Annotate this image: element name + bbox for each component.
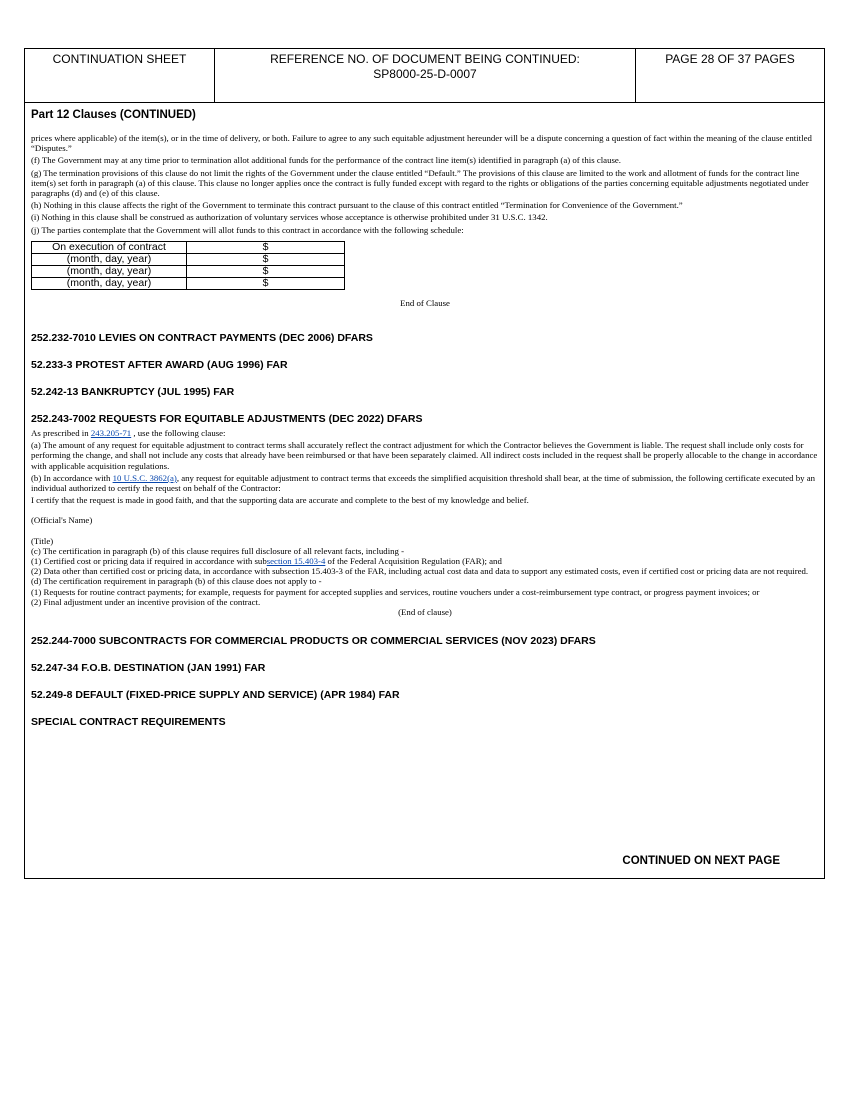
clause-heading-equitable-adjustments: 252.243-7002 REQUESTS FOR EQUITABLE ADJUSTMENTS (DEC 2022) DFARS	[31, 413, 423, 426]
text-span: , any request for equitable adjustment to contract terms that exceeds the simplified acquisition threshold shall bear, at the time of submission, the following certificate executed by an individual authorized to certify the request on behalf of the Contractor:	[31, 472, 816, 494]
dfars-243-205-71-link[interactable]: 243.205-71	[90, 428, 132, 439]
paragraph: (2) Final adjustment under an incentive provision of the contract.	[31, 596, 261, 607]
paragraph	[31, 473, 819, 493]
title-label: (Title)	[31, 535, 54, 546]
paragraph: I certify that the request is made in good faith, and that the supporting data are accurate and complete to the best of my knowledge and belief.	[31, 495, 529, 506]
continuation-sheet-page	[24, 48, 825, 879]
schedule-amount: $	[187, 265, 345, 277]
schedule-label: On execution of contract	[32, 241, 187, 253]
continued-on-next-page: CONTINUED ON NEXT PAGE	[622, 855, 780, 867]
text-span: , use the following clause:	[131, 428, 226, 439]
document-body	[31, 109, 819, 743]
clause-heading-default: 52.249-8 DEFAULT (FIXED-PRICE SUPPLY AND SERVICE) (APR 1984) FAR	[31, 689, 400, 702]
funding-clause-text	[31, 133, 819, 235]
text-span: (1) Certified cost or pricing data if required in accordance with sub	[31, 556, 267, 567]
paragraph: prices where applicable) of the item(s), or in the time of delivery, or both. Failure to agree to any such equitable adjustment hereunder will be a dispute concerning a question of fact within the meaning of the clause entitled “Disputes.”	[31, 133, 812, 154]
header-reference-value: SP8000-25-D-0007	[373, 67, 477, 81]
schedule-amount: $	[187, 253, 345, 265]
paragraph: (a) The amount of any request for equitable adjustment to contract terms shall accurately reflect the contract adjustment for which the Contractor believes the Government is liable. The request shall include only costs for performing the change, and shall not include any costs that already have been reimbursed or that have been separately claimed. All indirect costs included in the request shall be properly allocable to the change in accordance with applicable acquisition regulations.	[31, 440, 818, 471]
equitable-adjustments-text	[31, 428, 819, 617]
usc-3862-link[interactable]: 10 U.S.C. 3862(a)	[112, 472, 177, 483]
clause-heading-fob-destination: 52.247-34 F.O.B. DESTINATION (JAN 1991) FAR	[31, 662, 266, 675]
header-reference-label: REFERENCE NO. OF DOCUMENT BEING CONTINUED:	[270, 52, 580, 66]
clause-heading-levies: 252.232-7010 LEVIES ON CONTRACT PAYMENTS (DEC 2006) DFARS	[31, 332, 373, 345]
header-page-number: PAGE 28 OF 37 PAGES	[665, 52, 795, 66]
paragraph: (g) The termination provisions of this clause do not limit the rights of the Government under the clause entitled “Default.” The provisions of this clause are limited to the work and allotment of funds for the contract line item(s) set forth in paragraph (a) of this clause. This clause no longer applies once the contract is fully funded except with regard to the rights or obligations of the parties concerning equitable adjustments negotiated under paragraphs (d) and (e) of this clause.	[31, 167, 809, 199]
table-row	[32, 253, 345, 265]
end-of-clause: (End of clause)	[398, 607, 452, 618]
paragraph	[31, 556, 819, 566]
end-of-clause: End of Clause	[400, 297, 450, 308]
paragraph: (1) Requests for routine contract payments; for example, requests for payment for accepted supplies and services, routine vouchers under a cost-reimbursement type contract, or progress payment invoices; or	[31, 586, 760, 597]
paragraph	[31, 428, 819, 438]
text-span: (b) In accordance with	[31, 472, 113, 483]
paragraph: (f) The Government may at any time prior to termination allot additional funds for the performance of the contract line item(s) identified in paragraph (a) of this clause.	[31, 155, 622, 166]
schedule-amount: $	[187, 277, 345, 289]
far-15-403-4-link[interactable]: section 15.403-4	[266, 556, 326, 567]
schedule-amount: $	[187, 241, 345, 253]
table-row	[32, 265, 345, 277]
paragraph: (c) The certification in paragraph (b) of this clause requires full disclosure of all relevant facts, including -	[31, 545, 405, 556]
text-span: of the Federal Acquisition Regulation (FAR); and	[325, 556, 502, 567]
schedule-label: (month, day, year)	[32, 277, 187, 289]
paragraph: (h) Nothing in this clause affects the right of the Government to terminate this contract pursuant to the clause of this contract entitled “Termination for Convenience of the Government.”	[31, 200, 683, 211]
officials-name-label: (Official's Name)	[31, 515, 93, 526]
special-contract-requirements-heading: SPECIAL CONTRACT REQUIREMENTS	[31, 716, 226, 729]
text-span: As prescribed in	[31, 428, 91, 439]
paragraph: (i) Nothing in this clause shall be construed as authorization of voluntary services whose acceptance is otherwise prohibited under 31 U.S.C. 1342.	[31, 212, 548, 223]
clause-heading-subcontracts: 252.244-7000 SUBCONTRACTS FOR COMMERCIAL PRODUCTS OR COMMERCIAL SERVICES (NOV 2023) DFARS	[31, 635, 596, 648]
schedule-label: (month, day, year)	[32, 253, 187, 265]
paragraph: (j) The parties contemplate that the Government will allot funds to this contract in accordance with the following schedule:	[31, 224, 464, 235]
part-title: Part 12 Clauses (CONTINUED)	[31, 109, 196, 121]
paragraph: (2) Data other than certified cost or pricing data, in accordance with subsection 15.403-3 of the FAR, including actual cost data and data to support any estimated costs, even if certified cost or pricing data are not required.	[31, 566, 809, 577]
table-row	[32, 277, 345, 289]
header-reference-number	[215, 49, 636, 102]
funding-schedule-table	[31, 241, 345, 290]
page-header	[25, 49, 824, 103]
header-continuation-sheet: CONTINUATION SHEET	[25, 49, 215, 102]
clause-heading-bankruptcy: 52.242-13 BANKRUPTCY (JUL 1995) FAR	[31, 386, 235, 399]
clause-heading-protest: 52.233-3 PROTEST AFTER AWARD (AUG 1996) FAR	[31, 359, 288, 372]
paragraph: (d) The certification requirement in paragraph (b) of this clause does not apply to -	[31, 576, 322, 587]
schedule-label: (month, day, year)	[32, 265, 187, 277]
table-row	[32, 241, 345, 253]
